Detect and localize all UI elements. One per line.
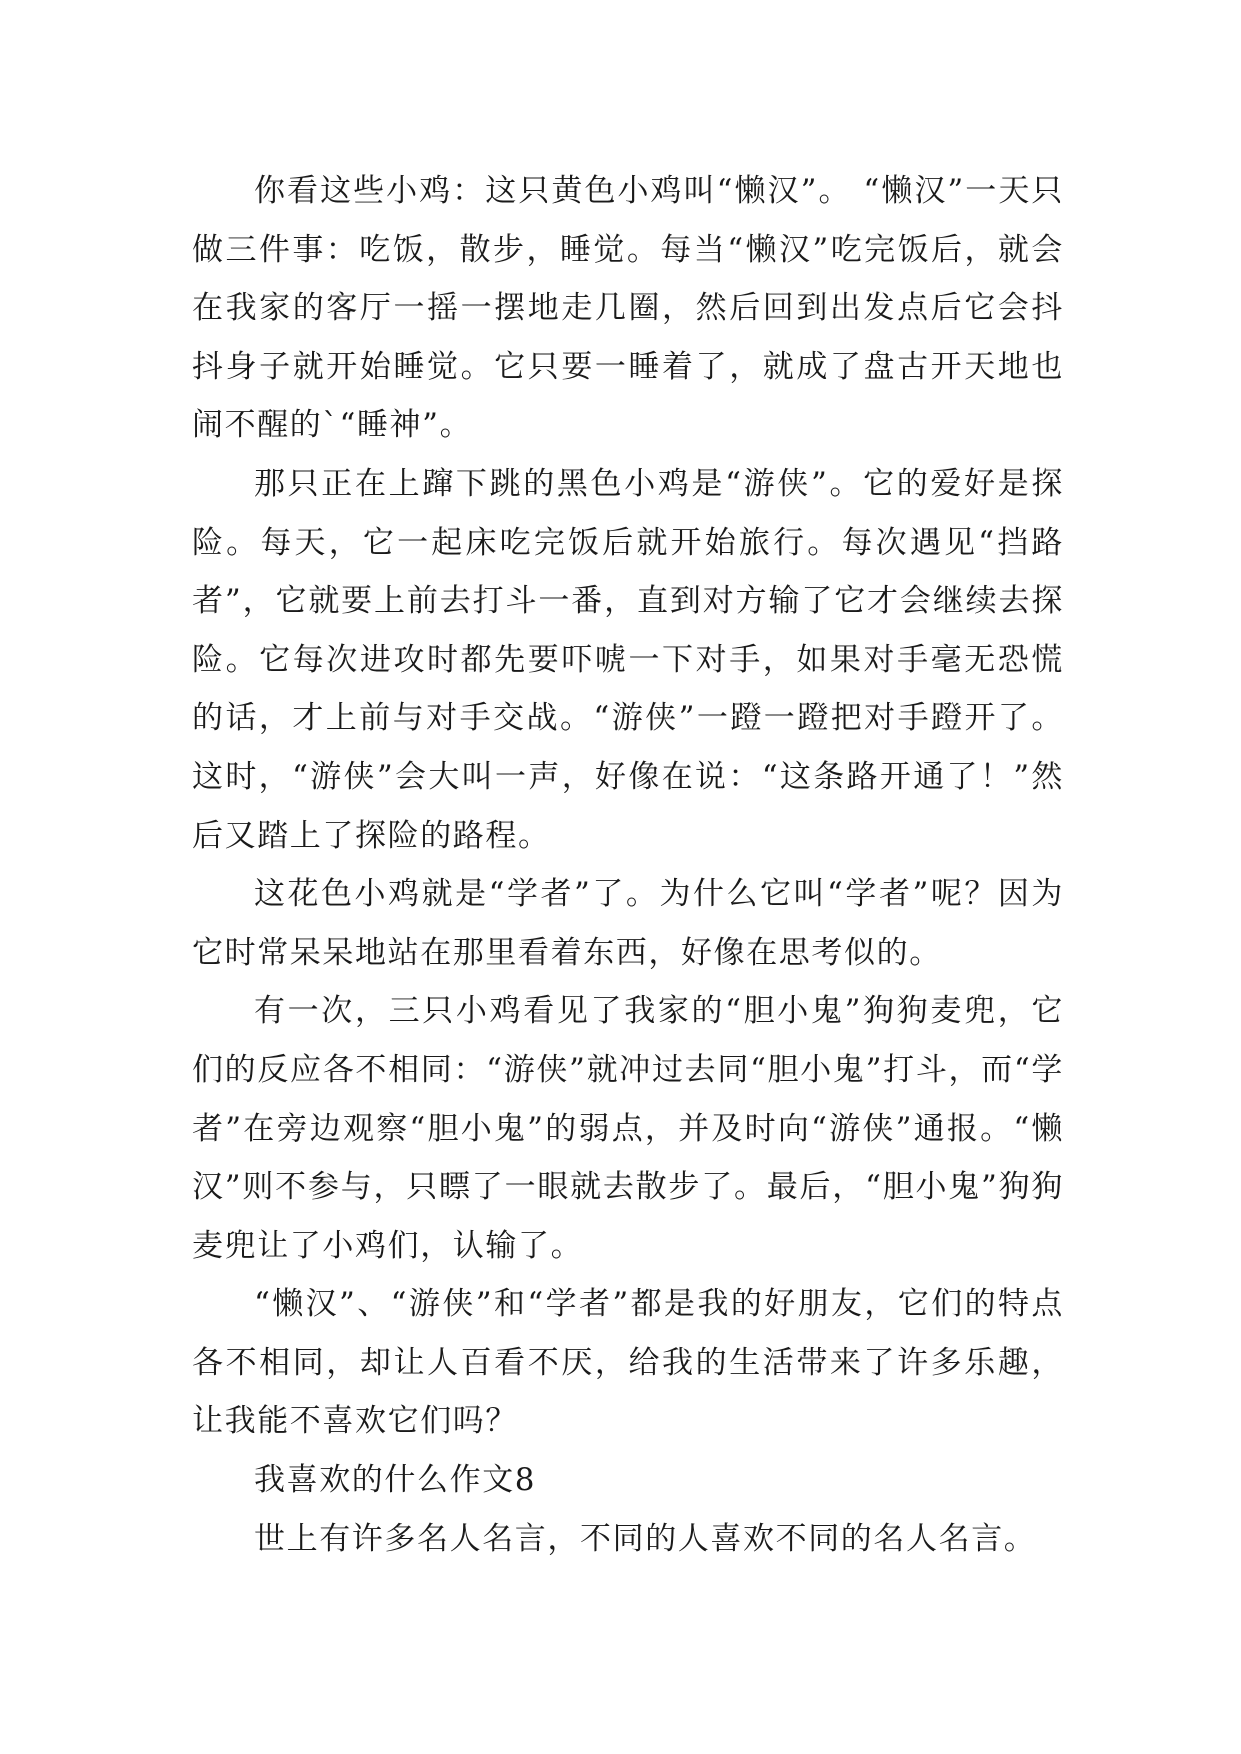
paragraph-famous-quotes: 世上有许多名人名言，不同的人喜欢不同的名人名言。	[254, 1520, 1037, 1557]
paragraph-conclusion: “懒汉”、“游侠”和“学者”都是我的好朋友，它们的特点各不相同，却让人百看不厌，给我的生活带来了许多乐趣，让我能不喜欢它们吗？	[192, 1286, 1064, 1440]
essay-section-title: 我喜欢的什么作文8	[254, 1462, 537, 1499]
paragraph-lazy-chick: 你看这些小鸡：这只黄色小鸡叫“懒汉”。 “懒汉”一天只做三件事：吃饭，散步，睡觉。每当“懒汉”吃完饭后，就会在我家的客厅一摇一摆地走几圈，然后回到出发点后它会抖抖身子就开始睡觉。它只要一睡着了，就成了盘古开天地也闹不醒的`“睡神”。	[192, 173, 1064, 444]
document-body	[192, 162, 1064, 1568]
paragraph-scholar-chick: 这花色小鸡就是“学者”了。为什么它叫“学者”呢？因为它时常呆呆地站在那里看着东西，好像在思考似的。	[192, 876, 1064, 971]
paragraph-ranger-chick: 那只正在上蹿下跳的黑色小鸡是“游侠”。它的爱好是探险。每天，它一起床吃完饭后就开始旅行。每次遇见“挡路者”，它就要上前去打斗一番，直到对方输了它才会继续去探险。它每次进攻时都先要吓唬一下对手，如果对手毫无恐慌的话，才上前与对手交战。“游侠”一蹬一蹬把对手蹬开了。这时，“游侠”会大叫一声，好像在说：“这条路开通了！”然后又踏上了探险的路程。	[192, 465, 1064, 854]
paragraph-dog-encounter: 有一次，三只小鸡看见了我家的“胆小鬼”狗狗麦兜，它们的反应各不相同：“游侠”就冲过去同“胆小鬼”打斗，而“学者”在旁边观察“胆小鬼”的弱点，并及时向“游侠”通报。“懒汉”则不参与，只瞟了一眼就去散步了。最后，“胆小鬼”狗狗麦兜让了小鸡们，认输了。	[192, 993, 1064, 1264]
